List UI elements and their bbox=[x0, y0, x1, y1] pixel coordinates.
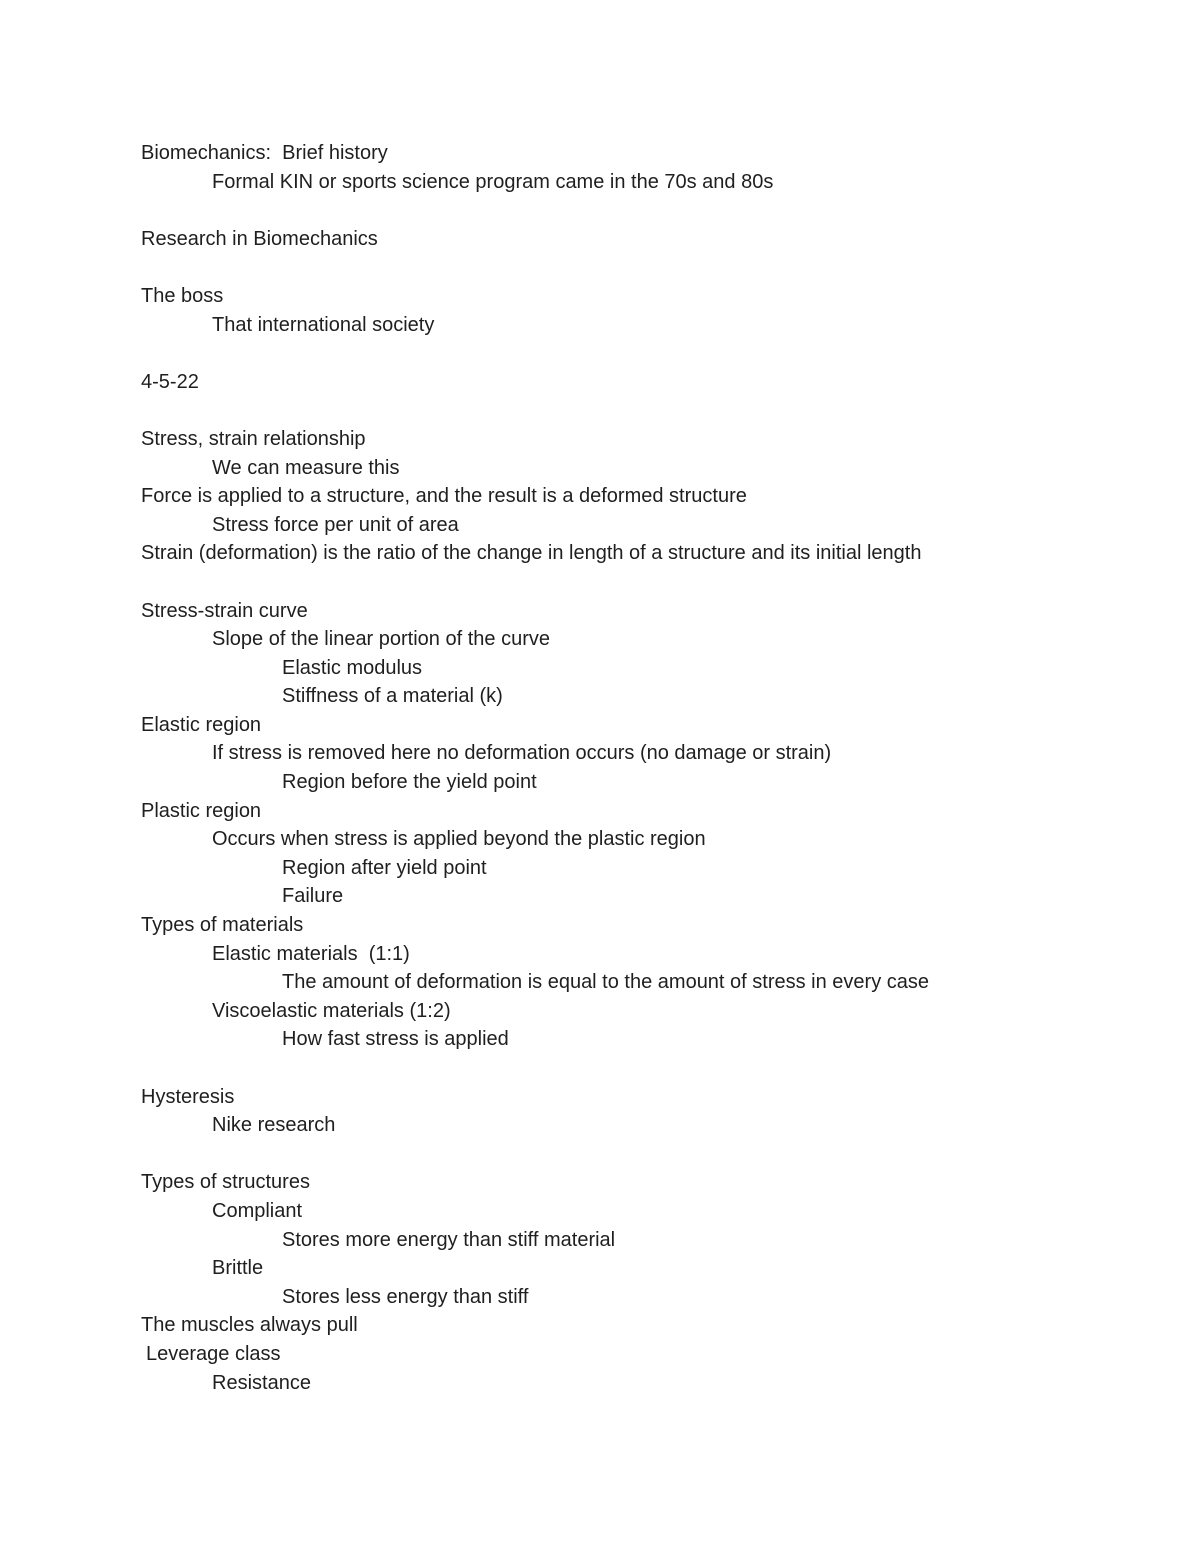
note-line: Plastic region bbox=[141, 799, 262, 822]
note-line: How fast stress is applied bbox=[282, 1028, 509, 1051]
note-line: Hysteresis bbox=[141, 1085, 235, 1108]
note-line: Elastic modulus bbox=[282, 656, 423, 679]
note-line: The amount of deformation is equal to the amount of stress in every case bbox=[282, 971, 930, 994]
note-line: That international society bbox=[212, 313, 435, 336]
note-line: Elastic region bbox=[141, 713, 262, 736]
note-line: The boss bbox=[141, 284, 224, 307]
note-line: Types of structures bbox=[141, 1171, 310, 1194]
note-line: Stress-strain curve bbox=[141, 599, 308, 622]
note-line: 4-5-22 bbox=[141, 370, 199, 393]
note-line: Compliant bbox=[212, 1199, 303, 1222]
note-line: Types of materials bbox=[141, 914, 304, 937]
note-line: Stress, strain relationship bbox=[141, 427, 366, 450]
note-line: Biomechanics: Brief history bbox=[141, 142, 388, 164]
blank-line bbox=[141, 1054, 1141, 1083]
note-line: Brittle bbox=[212, 1257, 264, 1280]
note-line: Stores less energy than stiff bbox=[282, 1285, 529, 1308]
note-line: Region after yield point bbox=[282, 856, 487, 879]
note-line: Formal KIN or sports science program came in the 70s and 80s bbox=[212, 170, 774, 193]
note-line: Nike research bbox=[212, 1114, 336, 1137]
note-line: Failure bbox=[282, 885, 344, 908]
note-line: Stiffness of a material (k) bbox=[282, 685, 503, 708]
note-line: If stress is removed here no deformation occurs (no damage or strain) bbox=[212, 742, 832, 765]
note-line: The muscles always pull bbox=[141, 1314, 358, 1337]
note-line: Region before the yield point bbox=[282, 771, 537, 794]
note-line: Viscoelastic materials (1:2) bbox=[212, 999, 451, 1022]
note-line: Occurs when stress is applied beyond the plastic region bbox=[212, 828, 706, 851]
note-line: Strain (deformation) is the ratio of the change in length of a structure and its initial length bbox=[141, 542, 922, 565]
notes-body bbox=[141, 139, 1141, 1397]
note-line: Elastic materials (1:1) bbox=[212, 942, 410, 965]
note-line: Research in Biomechanics bbox=[141, 227, 378, 250]
blank-line bbox=[141, 253, 1141, 282]
note-line: Force is applied to a structure, and the result is a deformed structure bbox=[141, 485, 747, 508]
note-line: Leverage class bbox=[146, 1342, 281, 1365]
note-line: We can measure this bbox=[212, 456, 400, 479]
blank-line bbox=[141, 196, 1141, 225]
blank-line bbox=[141, 396, 1141, 425]
blank-line bbox=[141, 339, 1141, 368]
note-line: Stores more energy than stiff material bbox=[282, 1228, 616, 1251]
note-line: Resistance bbox=[212, 1371, 311, 1394]
note-line: Stress force per unit of area bbox=[212, 513, 459, 536]
blank-line bbox=[141, 568, 1141, 597]
blank-line bbox=[141, 1140, 1141, 1169]
note-line: Slope of the linear portion of the curve bbox=[212, 628, 550, 651]
